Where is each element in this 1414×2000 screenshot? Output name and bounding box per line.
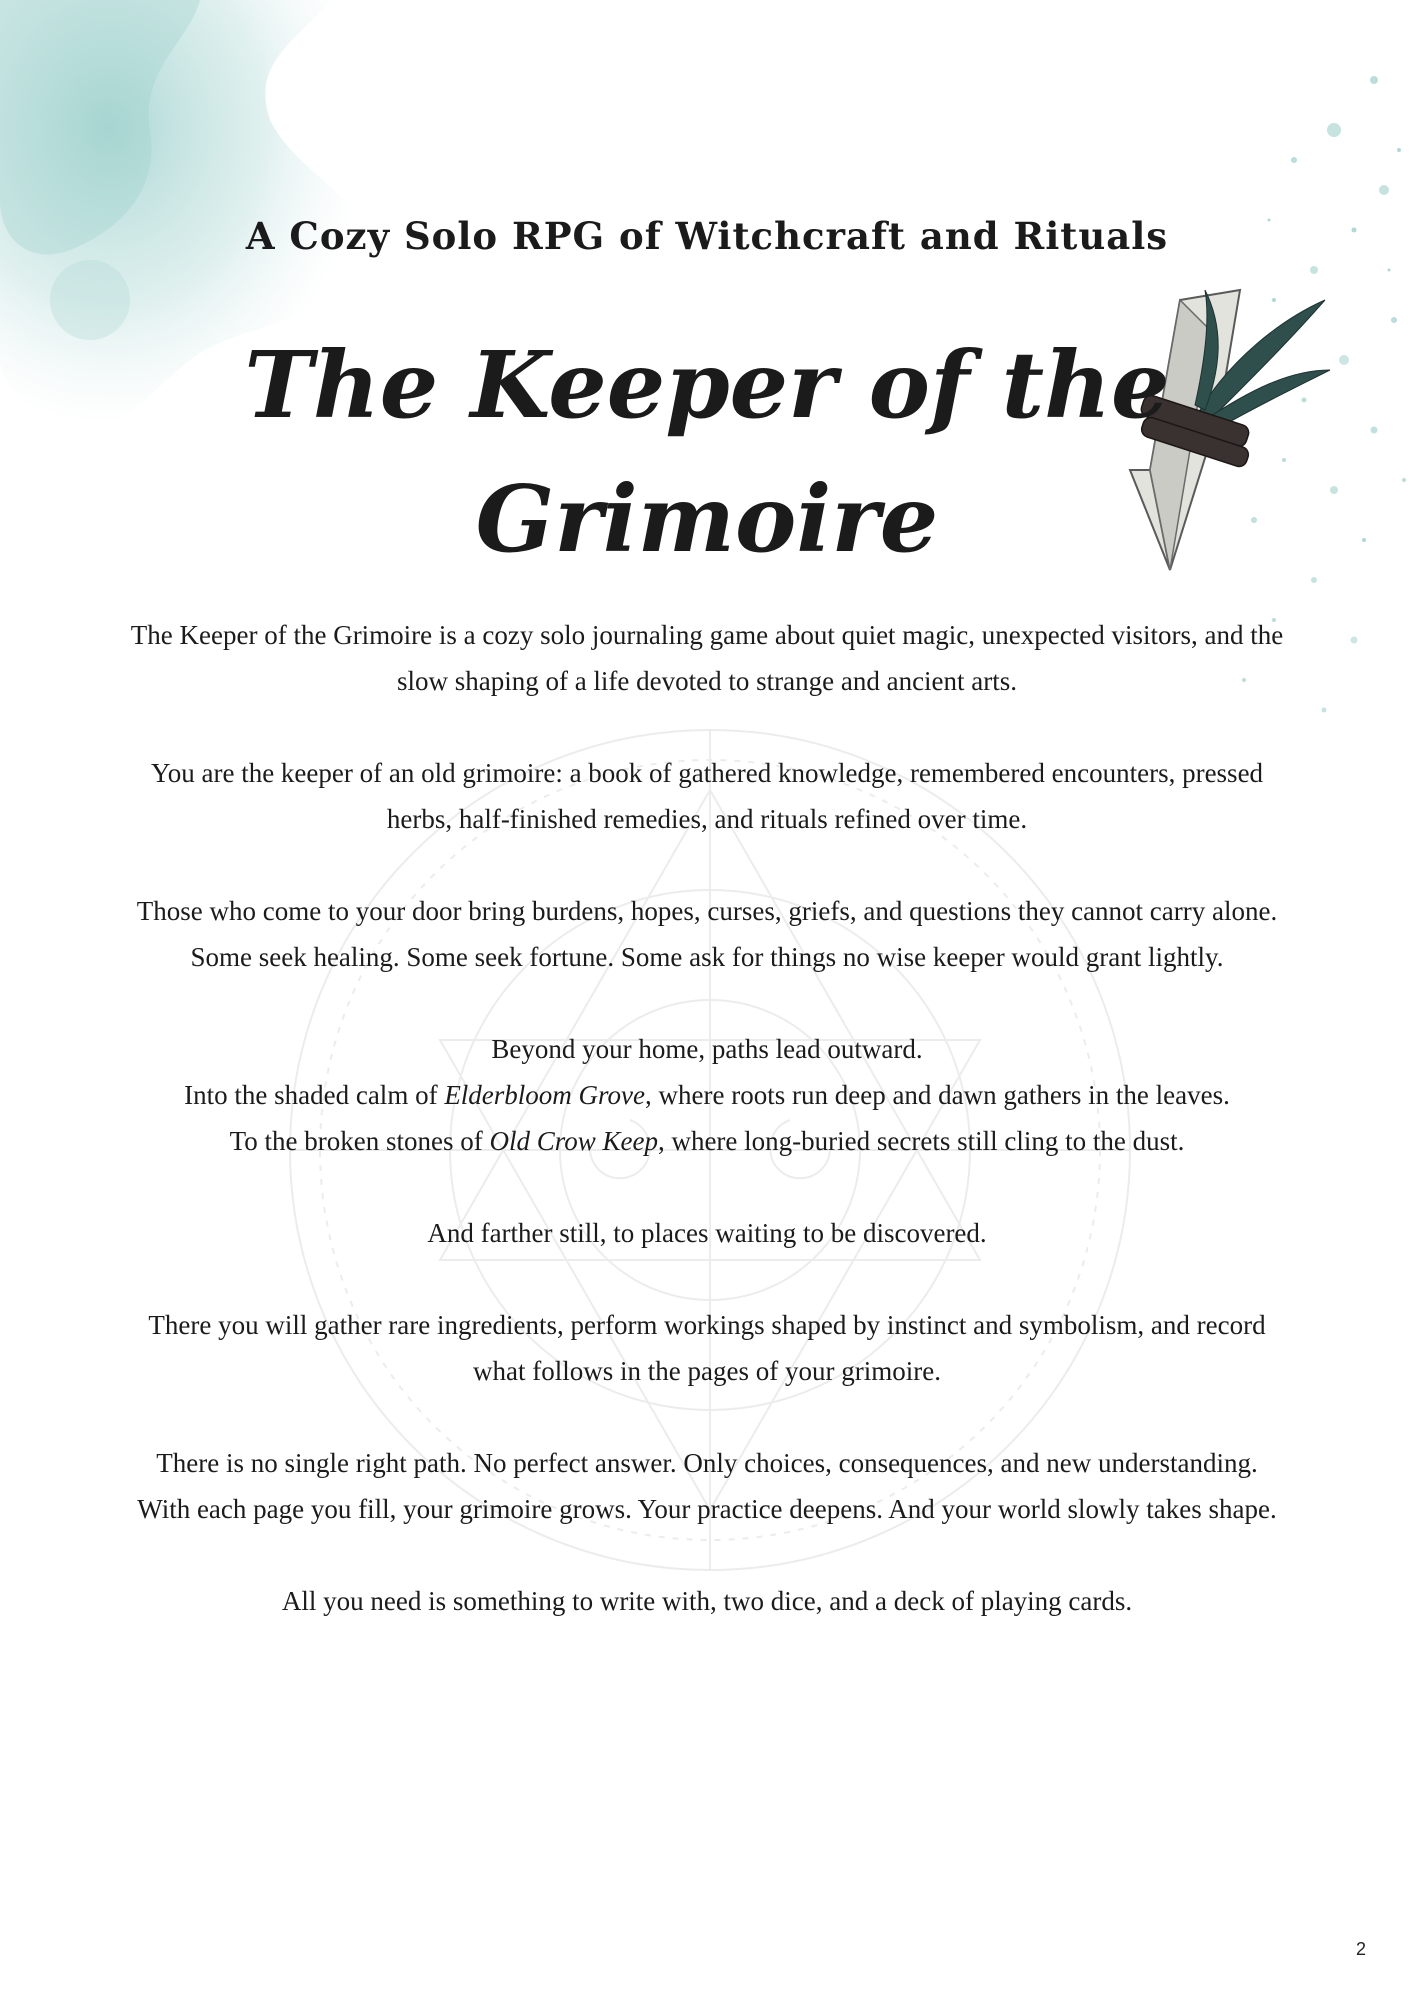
paths-line-3 — [130, 1118, 1284, 1164]
paragraph-materials: All you need is something to write with, two dice, and a deck of playing cards. — [281, 1586, 1133, 1616]
paths-line-3-pre: To the broken stones of — [229, 1126, 490, 1156]
paragraph-intro: The Keeper of the Grimoire is a cozy solo journaling game about quiet magic, unexpected visitors, and the slow shaping of a life devoted to strange and ancient arts. — [130, 620, 1284, 696]
place-old-crow-keep: Old Crow Keep — [489, 1126, 658, 1156]
choices-line-2: With each page you fill, your grimoire grows. Your practice deepens. And your world slowly takes shape. — [137, 1494, 1277, 1524]
paths-line-2-pre: Into the shaded calm of — [184, 1080, 445, 1110]
paths-line-1: Beyond your home, paths lead outward. — [491, 1034, 923, 1064]
page-title: The Keeper of the Grimoire — [244, 331, 1170, 573]
paths-line-2 — [130, 1072, 1284, 1118]
paragraph-visitors: Those who come to your door bring burdens, hopes, curses, griefs, and questions they cannot carry alone. Some seek healing. Some seek fortune. Some ask for things no wise keeper would grant lightly. — [136, 896, 1278, 972]
paragraph-keeper: You are the keeper of an old grimoire: a book of gathered knowledge, remembered encounters, pressed herbs, half-finished remedies, and rituals refined over time. — [150, 758, 1264, 834]
paragraph-choices — [130, 1440, 1284, 1532]
paragraph-paths — [130, 1026, 1284, 1164]
page-subtitle: A Cozy Solo RPG of Witchcraft and Rituals — [245, 214, 1169, 258]
body-text — [130, 612, 1284, 1670]
choices-line-1: There is no single right path. No perfect answer. Only choices, consequences, and new understanding. — [156, 1448, 1258, 1478]
place-elderbloom-grove: Elderbloom Grove — [444, 1080, 646, 1110]
paths-line-2-post: , where roots run deep and dawn gathers in the leaves. — [645, 1080, 1230, 1110]
paragraph-farther: And farther still, to places waiting to be discovered. — [427, 1218, 987, 1248]
paragraph-gather: There you will gather rare ingredients, perform workings shaped by instinct and symbolism, and record what follows in the pages of your grimoire. — [148, 1310, 1266, 1386]
page-number: 2 — [1355, 1939, 1366, 1959]
paths-line-3-post: , where long-buried secrets still cling to the dust. — [657, 1126, 1185, 1156]
